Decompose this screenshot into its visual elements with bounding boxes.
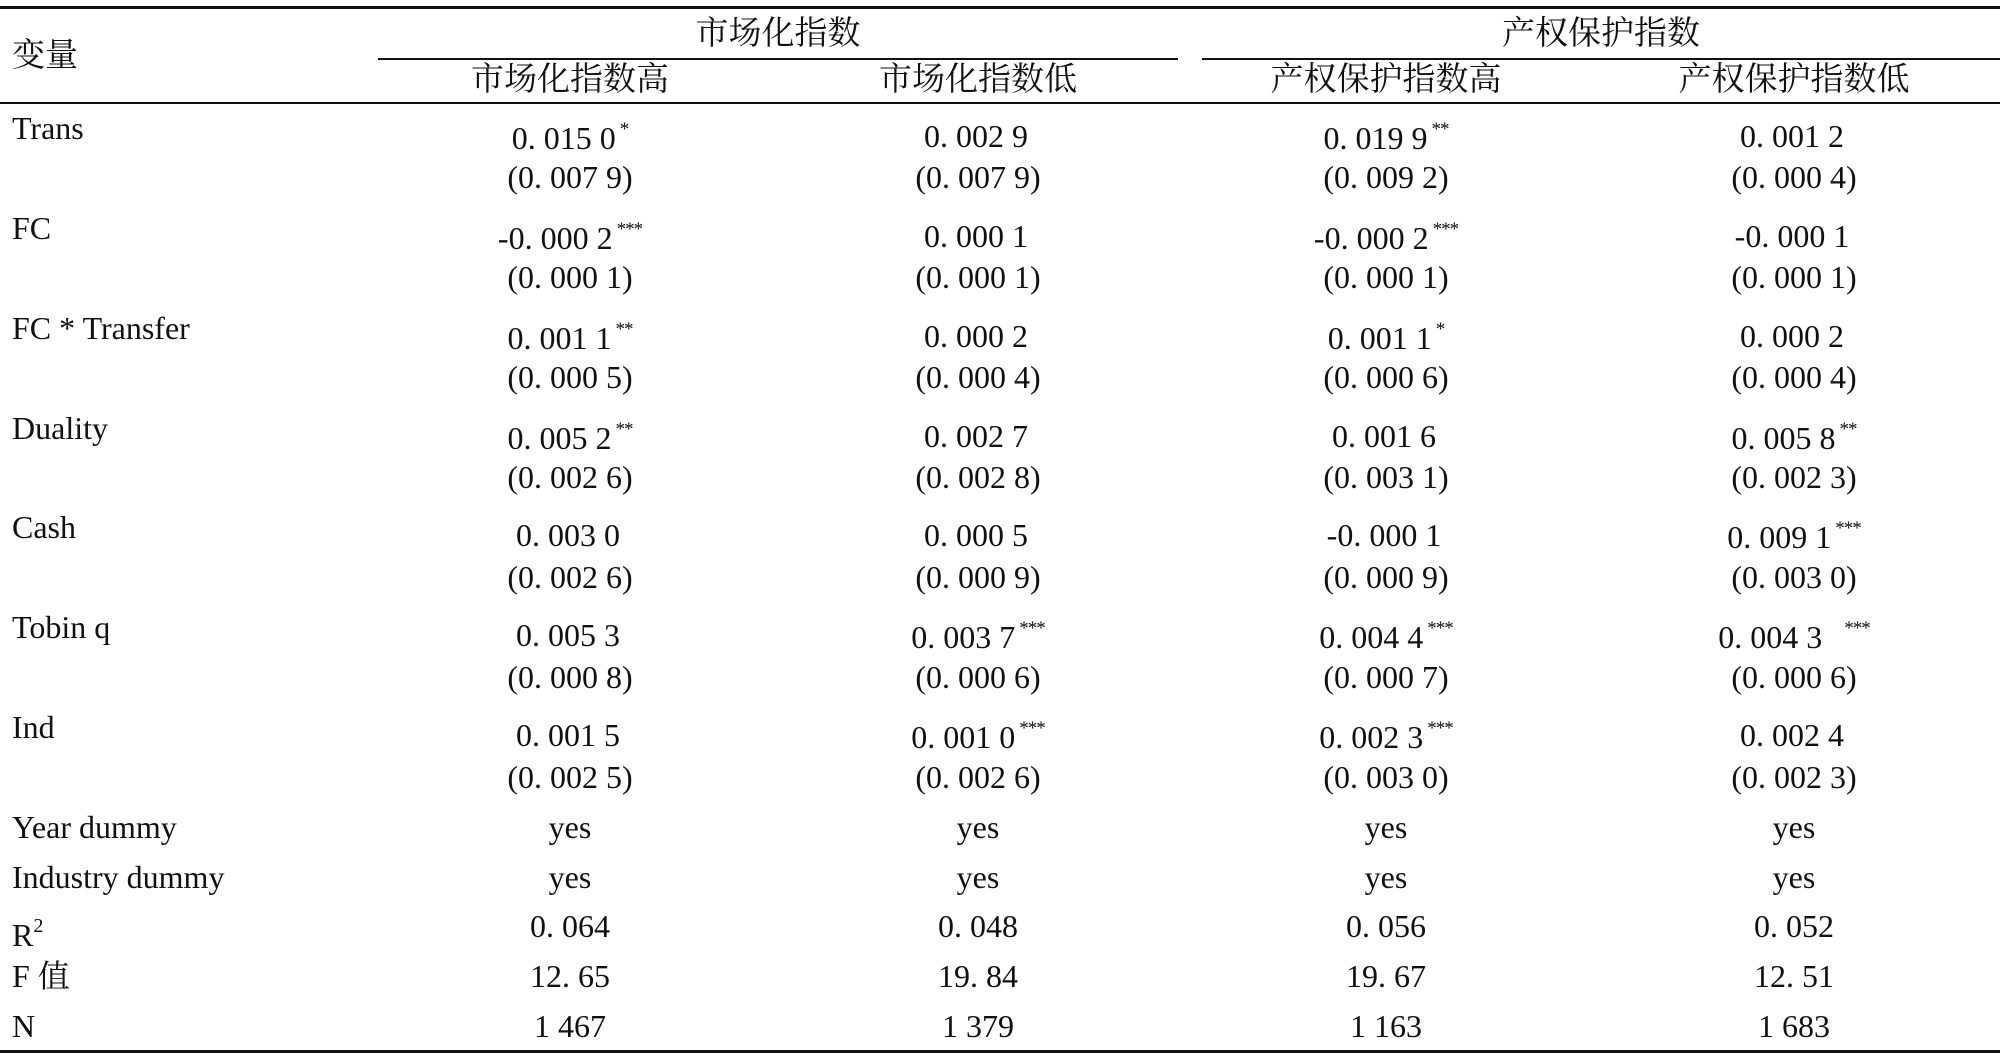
header-col-market-low: 市场化指数低 [879,62,1077,98]
value-cell: 1 163 [1350,1008,1422,1044]
value-cell: yes [1772,809,1816,845]
se-cell: (0. 003 0) [1731,559,1857,595]
value-cell: yes [548,859,592,895]
se-cell: (0. 002 5) [507,759,633,795]
coef-cell: 0. 005 8 ** [1731,419,1857,456]
value-cell: 0. 064 [530,908,610,944]
coef-cell: 0. 005 3 [516,617,620,653]
se-cell: (0. 002 6) [507,559,633,595]
coef-cell: 0. 002 9 [924,118,1028,154]
row-label-industry-dummy: Industry dummy [12,859,225,895]
coef-cell: -0. 000 1 [1734,218,1850,254]
coef-cell: 0. 000 2 [1740,318,1844,354]
header-col-property-low: 产权保护指数低 [1678,62,1910,98]
value-cell: 1 379 [942,1008,1014,1044]
coef-cell: 0. 000 1 [924,218,1028,254]
se-cell: (0. 000 9) [915,559,1041,595]
value-cell: yes [1772,859,1816,895]
value-cell: yes [956,859,1000,895]
se-cell: (0. 000 1) [507,259,633,295]
row-label-f-value: F 值 [12,958,70,994]
row-label-trans: Trans [12,110,84,146]
se-cell: (0. 009 2) [1323,159,1449,195]
significance-stars: * [619,119,629,140]
row-label-year-dummy: Year dummy [12,809,177,845]
row-label-tobin-q: Tobin q [12,609,111,645]
se-cell: (0. 000 6) [915,659,1041,695]
value-cell: 19. 67 [1346,958,1426,994]
header-group-property: 产权保护指数 [1502,16,1700,52]
row-label-fc: FC [12,210,52,246]
se-cell: (0. 000 7) [1323,659,1449,695]
coef-cell: -0. 000 2 *** [497,219,643,256]
se-cell: (0. 002 3) [1731,459,1857,495]
se-cell: (0. 000 1) [915,259,1041,295]
coef-cell: 0. 002 4 [1740,717,1844,753]
value-cell: yes [548,809,592,845]
se-cell: (0. 007 9) [915,159,1041,195]
se-cell: (0. 003 1) [1323,459,1449,495]
value-cell: yes [1364,859,1408,895]
se-cell: (0. 000 1) [1731,259,1857,295]
row-label-duality: Duality [12,410,108,446]
row-label-ind: Ind [12,709,55,745]
coef-cell: 0. 004 3 *** [1718,618,1870,655]
row-label-fc-transfer: FC * Transfer [12,310,190,346]
value-cell: 0. 052 [1754,908,1834,944]
value-cell: 1 467 [534,1008,606,1044]
value-cell: 12. 65 [530,958,610,994]
coef-cell: 0. 003 0 [516,517,620,553]
value-cell: 1 683 [1758,1008,1830,1044]
coef-cell: 0. 000 2 [924,318,1028,354]
value-cell: yes [956,809,1000,845]
coef-cell: 0. 001 1 ** [507,319,633,356]
coef-cell: 0. 019 9 ** [1323,119,1449,156]
header-group-market: 市场化指数 [695,16,861,52]
coef-cell: 0. 001 0 *** [911,718,1045,755]
row-label-n: N [12,1008,36,1044]
value-cell: yes [1364,809,1408,845]
se-cell: (0. 000 9) [1323,559,1449,595]
header-col-property-high: 产权保护指数高 [1270,62,1502,98]
coef-cell: 0. 009 1 *** [1727,518,1861,555]
coef-cell: 0. 002 3 *** [1319,718,1453,755]
coef-cell: 0. 001 1 * [1327,319,1445,356]
value-cell: 0. 056 [1346,908,1426,944]
se-cell: (0. 007 9) [507,159,633,195]
se-cell: (0. 000 6) [1731,659,1857,695]
se-cell: (0. 000 4) [1731,159,1857,195]
bottom-rule [0,1050,2000,1053]
coef-cell: 0. 003 7 *** [911,618,1045,655]
coef-cell: -0. 000 2 *** [1313,219,1459,256]
coef-cell: 0. 000 5 [924,517,1028,553]
se-cell: (0. 000 8) [507,659,633,695]
coef-cell: 0. 001 6 [1332,418,1436,454]
se-cell: (0. 000 4) [1731,359,1857,395]
se-cell: (0. 002 6) [507,459,633,495]
se-cell: (0. 003 0) [1323,759,1449,795]
row-label-r-squared: $R^2$ [12,915,44,953]
coef-cell: 0. 015 0 * [511,119,629,156]
header-col-market-high: 市场化指数高 [471,62,669,98]
se-cell: (0. 002 8) [915,459,1041,495]
coef-cell: 0. 004 4 *** [1319,618,1453,655]
coef-cell: -0. 000 1 [1326,517,1442,553]
value-cell: 0. 048 [938,908,1018,944]
top-rule [0,6,2000,9]
se-cell: (0. 000 6) [1323,359,1449,395]
value-cell: 12. 51 [1754,958,1834,994]
header-variable: 变量 [12,38,78,74]
se-cell: (0. 002 3) [1731,759,1857,795]
coef-cell: 0. 001 5 [516,717,620,753]
header-bottom-rule [0,102,2000,104]
value-cell: 19. 84 [938,958,1018,994]
se-cell: (0. 000 1) [1323,259,1449,295]
se-cell: (0. 000 5) [507,359,633,395]
coef-cell: 0. 002 7 [924,418,1028,454]
se-cell: (0. 002 6) [915,759,1041,795]
coef-cell: 0. 005 2 ** [507,419,633,456]
se-cell: (0. 000 4) [915,359,1041,395]
row-label-cash: Cash [12,509,76,545]
coef-cell: 0. 001 2 [1740,118,1844,154]
